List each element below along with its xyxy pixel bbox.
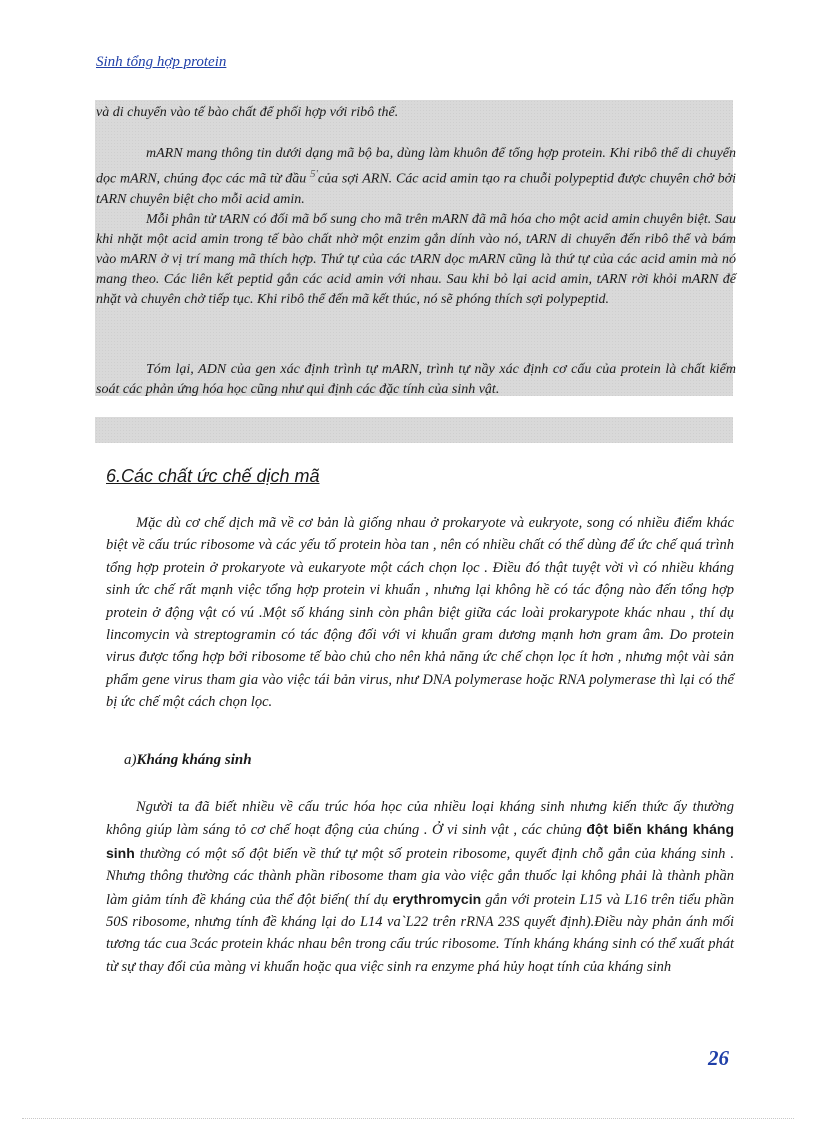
resistance-text-b: thường có một số đột biến về thứ tự một số protein ribosome, quyết định chỗ gắn của kháng sinh . Nhưng thông thường các thành phần ribosome tham gia vào việc gắn thuốc lại không phải là thành phần làm giảm tính đề kháng của thể đột biến( thí dụ [106,845,734,908]
footer-dotted-line [22,1118,794,1119]
section-title: 6.Các chất ức chế dịch mã [106,466,320,486]
quote-paragraph-0: và di chuyển vào tế bào chất để phối hợp với ribô thể. [96,105,399,120]
subheading-prefix: a) [124,752,137,768]
subheading-antibiotic-resistance [124,752,252,769]
subheading-title: Kháng kháng sinh [136,752,252,768]
resistance-text-a: Người ta đã biết nhiều về cấu trúc hóa học của nhiều loại kháng sinh nhưng kiến thức ấy thường không giúp làm sáng tỏ cơ chế hoạt động của chúng . Ở vi sinh vật , các chủng [106,799,734,839]
quote-paragraph-3: Tóm lại, ADN của gen xác định trình tự mARN, trình tự nầy xác định cơ cấu của protein là chất kiểm soát các phản ứng hóa học cũng như qui định các đặc tính của sinh vật. [96,362,736,397]
shaded-divider-strip [95,417,733,443]
page-number: 26 [708,1046,729,1070]
resistance-text-c: gắn với protein L15 và L16 trên tiểu phần 50S ribosome, nhưng tính đề kháng lại do L14 va`L22 trên rRNA 23S quyết định).Điều này phản ánh mối tương tác cua 3các protein khác nhau bên trong cấu trúc ribosome. Tính kháng kháng sinh có thể xuất phát từ sự thay đổi của màng vi khuẩn hoặc qua việc sinh ra enzyme phá hủy hoạt tính của kháng sinh [106,891,734,975]
quote-paragraph-1 [96,144,736,210]
quote-paragraph-2: Mỗi phân tử tARN có đối mã bổ sung cho mã trên mARN đã mã hóa cho một acid amin chuyên biệt. Sau khi nhặt một acid amin trong tế bào chất nhờ một enzim gắn dính vào nó, tARN di chuyển đến ribô thể và bám vào mARN ở vị trí mang mã thích hợp. Thứ tự của các tARN dọc mARN cũng là thứ tự của các acid amin mà nó mang theo. Các liên kết peptid gắn các acid amin với nhau. Sau khi bỏ lại acid amin, tARN rời khỏi mARN để nhặt và chuyên chở tiếp tục. Khi ribô thể đến mã kết thúc, nó sẽ phóng thích sợi polypeptid. [96,212,736,307]
intro-paragraph: Mặc dù cơ chế dịch mã về cơ bản là giống nhau ở prokaryote và eukryote, song có nhiều điểm khác biệt về cấu trúc ribosome và các yếu tố protein hòa tan , nên có nhiều chất có thể dùng để ức chế quá trình tổng hợp protein ở prokaryote và eukaryote một cách chọn lọc . Điều đó thật tuyệt vời vì có nhiều kháng sinh ức chế rất mạnh việc tổng hợp protein vi khuẩn , nhưng lại không hề có tác động nào đến tổng hợp protein ở động vật có vú .Một số kháng sinh còn phân biệt giữa các loài prokarypote khác nhau , thí dụ lincomycin và streptogramin có tác động đối với vi khuẩn gram dương mạnh hơn gram âm. Do protein virus được tổng hợp bởi ribosome tế bào chủ cho nên khả năng ức chế chọn lọc ít hơn , nhưng một vài sản phẩm gene virus tham gia vào việc tái bản virus, như DNA polymerase hoặc RNA polymerase thì lại có thể bị ức chế một cách chọn lọc. [106,515,734,711]
quote-p1-text-b: của sợi ARN. Các acid amin tạo ra chuỗi polypeptid được chuyên chở bởi tARN chuyên biệt cho mỗi acid amin. [96,171,736,207]
quote-p1-text-a: mARN mang thông tin dưới dạng mã bộ ba, dùng làm khuôn để tổng hợp protein. Khi ribô thể di chuyển dọc mARN, chúng đọc các mã từ đầu [96,146,736,187]
bold-term-erythromycin: erythromycin [392,890,482,907]
five-prime-mark: 5' [310,168,318,180]
header-title-link[interactable]: Sinh tổng hợp protein [96,54,227,70]
bold-term-mutant: đột biến kháng kháng sinh [106,821,734,861]
resistance-paragraph [106,796,734,978]
